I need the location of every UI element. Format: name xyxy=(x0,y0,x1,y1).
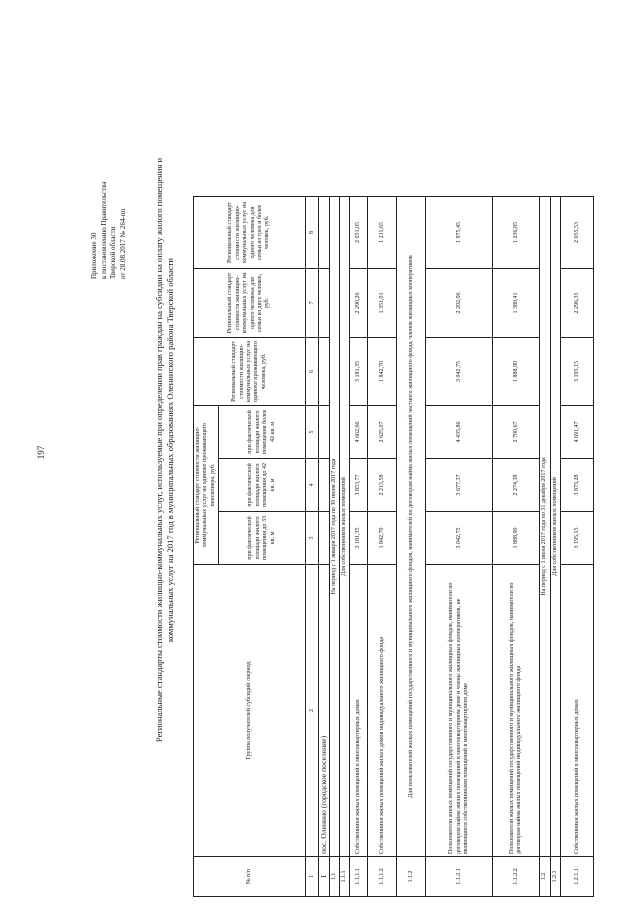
value-cell: 2 296,35 xyxy=(561,268,594,337)
header-area-42: при фактической площади жилого помещения до 42 кв. м xyxy=(219,459,306,512)
row-section-owners xyxy=(340,196,350,896)
value-cell: 2 274,38 xyxy=(493,459,540,512)
row-code: 1.2.1 xyxy=(550,857,560,897)
page-number: 197 xyxy=(36,445,46,460)
appendix-line: Приложение 30 xyxy=(90,232,98,279)
appendix-line: к постановлению Правительства xyxy=(99,181,108,279)
period-label: На период с 1 июля 2017 года по 31 декабря 2017 года xyxy=(540,196,550,856)
table-row xyxy=(368,196,397,896)
value-cell: 3 042,75 xyxy=(426,337,493,405)
value-cell: 1 351,01 xyxy=(368,268,397,337)
row-code: 1.1.1.1 xyxy=(350,857,368,897)
row-label: Пользователи жилых помещений государственного и муниципального жилищных фондов, наниматели по договорам найма жилых помещений в многоквартирном доме и члены жилищных кооперативов, не являющиеся собственниками помещений в многоквартирном доме xyxy=(426,565,493,857)
table-row xyxy=(493,196,540,896)
value-cell: 2 625,07 xyxy=(368,405,397,458)
value-cell: 1 888,90 xyxy=(493,337,540,405)
value-cell: 2 202,06 xyxy=(426,268,493,337)
header-single-pensioner: Региональный стандарт стоимости жилищно-коммунальных услуг на одиноко проживающего пенсионера, руб. xyxy=(194,405,219,564)
appendix-line: Тверской области xyxy=(109,226,117,279)
column-number: 7 xyxy=(306,268,319,337)
value-cell: 3 853,77 xyxy=(350,459,368,512)
value-cell: 2 215,58 xyxy=(368,459,397,512)
settlement-name: пос. Оленино (городское поселение) xyxy=(319,565,329,857)
row-label: Пользователи жилых помещений государственного и муниципального жилищных фондов, наниматели по договорам найма жилых помещений индивидуального жилищного фонда xyxy=(493,565,540,857)
value-cell: 1 842,70 xyxy=(368,337,397,405)
value-cell: 2 055,53 xyxy=(561,196,594,268)
value-cell: 4 435,86 xyxy=(426,405,493,458)
appendix-line: от 28.08.2017 № 264-пп xyxy=(118,208,127,279)
value-cell: 1 236,85 xyxy=(493,196,540,268)
row-period-1 xyxy=(329,196,339,896)
column-number: 8 xyxy=(306,196,319,268)
section-label: Для собственников жилых помещений xyxy=(340,196,350,856)
value-cell: 3 195,15 xyxy=(561,512,594,565)
header-row xyxy=(194,196,219,896)
row-section-users xyxy=(397,196,426,896)
column-number: 3 xyxy=(306,512,319,565)
row-code: 1.2.1.1 xyxy=(561,857,594,897)
column-number: 5 xyxy=(306,405,319,458)
column-number: 4 xyxy=(306,459,319,512)
column-number: 6 xyxy=(306,337,319,405)
table-row xyxy=(561,196,594,896)
value-cell: 3 677,37 xyxy=(426,459,493,512)
header-area-33: при фактической площади жилого помещения до 33 кв. м xyxy=(219,512,306,565)
header-area-over-42: при фактической площади жилого помещения более 42 кв. м xyxy=(219,405,306,458)
row-code: 1.1 xyxy=(329,857,339,897)
column-number-row xyxy=(306,196,319,896)
row-code: 1 xyxy=(319,857,329,897)
header-family-two: Региональный стандарт стоимости жилищно-коммунальных услуг на одного человека для семьи из двух человек, руб. xyxy=(194,268,306,337)
value-cell: 1 888,90 xyxy=(493,512,540,565)
value-cell: 3 181,35 xyxy=(350,337,368,405)
row-code: 1.1.2.2 xyxy=(493,857,540,897)
column-number: 2 xyxy=(306,565,319,857)
document-title: Региональные стандарты стоимости жилищно-коммунальных услуг, используемые при определении прав граждан на субсидии на оплату жилого помещения и коммунальных услуг на 2017 год в муниципальных образованиях Оленинского района Тверской области xyxy=(154,157,175,743)
row-code: 1.1.1.2 xyxy=(368,857,397,897)
header-family-three: Региональный стандарт стоимости жилищно-коммунальных услуг на одного человека для семьи из трех и более человек, руб. xyxy=(194,196,306,268)
header-num: № п/п xyxy=(194,857,306,897)
row-settlement xyxy=(319,196,329,896)
value-cell: 3 195,15 xyxy=(561,337,594,405)
value-cell: 3 873,28 xyxy=(561,459,594,512)
row-period-2 xyxy=(540,196,550,896)
section-label: Для пользователей жилых помещений государственного и муниципального жилищного фондов, нанимателей по договорам найма жилых помещений частного жилищного фонда, членов жилищных кооперативов xyxy=(397,196,426,856)
row-label: Собственники жилых помещений в многоквартирных домах xyxy=(350,565,368,857)
value-cell: 1 975,45 xyxy=(426,196,493,268)
row-code: 1.2 xyxy=(540,857,550,897)
table-row xyxy=(350,196,368,896)
value-cell: 2 290,26 xyxy=(350,268,368,337)
standards-table xyxy=(193,196,594,897)
section-label: Для собственников жилых помещений xyxy=(550,196,560,856)
column-number: 1 xyxy=(306,857,319,897)
row-code: 1.1.2 xyxy=(397,857,426,897)
header-single-person: Региональный стандарт стоимости жилищно-коммунальных услуг на одиноко проживающего человека, руб. xyxy=(194,337,306,405)
appendix-block xyxy=(90,181,128,279)
value-cell: 4 691,47 xyxy=(561,405,594,458)
value-cell: 3 042,75 xyxy=(426,512,493,565)
value-cell: 1 380,41 xyxy=(493,268,540,337)
row-label: Собственники жилых помещений жилых домов индивидуального жилищного фонда xyxy=(368,565,397,857)
value-cell: 2 700,67 xyxy=(493,405,540,458)
value-cell: 2 051,05 xyxy=(350,196,368,268)
value-cell: 1 842,70 xyxy=(368,512,397,565)
row-code: 1.1.2.1 xyxy=(426,857,493,897)
value-cell: 3 181,35 xyxy=(350,512,368,565)
period-label: На период с 1 января 2017 года по 30 июня 2017 года xyxy=(329,196,339,856)
row-code: 1.1.1 xyxy=(340,857,350,897)
header-group: Группа получателей субсидий /период xyxy=(194,565,306,857)
value-cell: 4 662,66 xyxy=(350,405,368,458)
value-cell: 1 211,65 xyxy=(368,196,397,268)
table-row xyxy=(426,196,493,896)
row-label: Собственники жилых помещений в многоквартирных домах xyxy=(561,565,594,857)
row-section-owners-2 xyxy=(550,196,560,896)
